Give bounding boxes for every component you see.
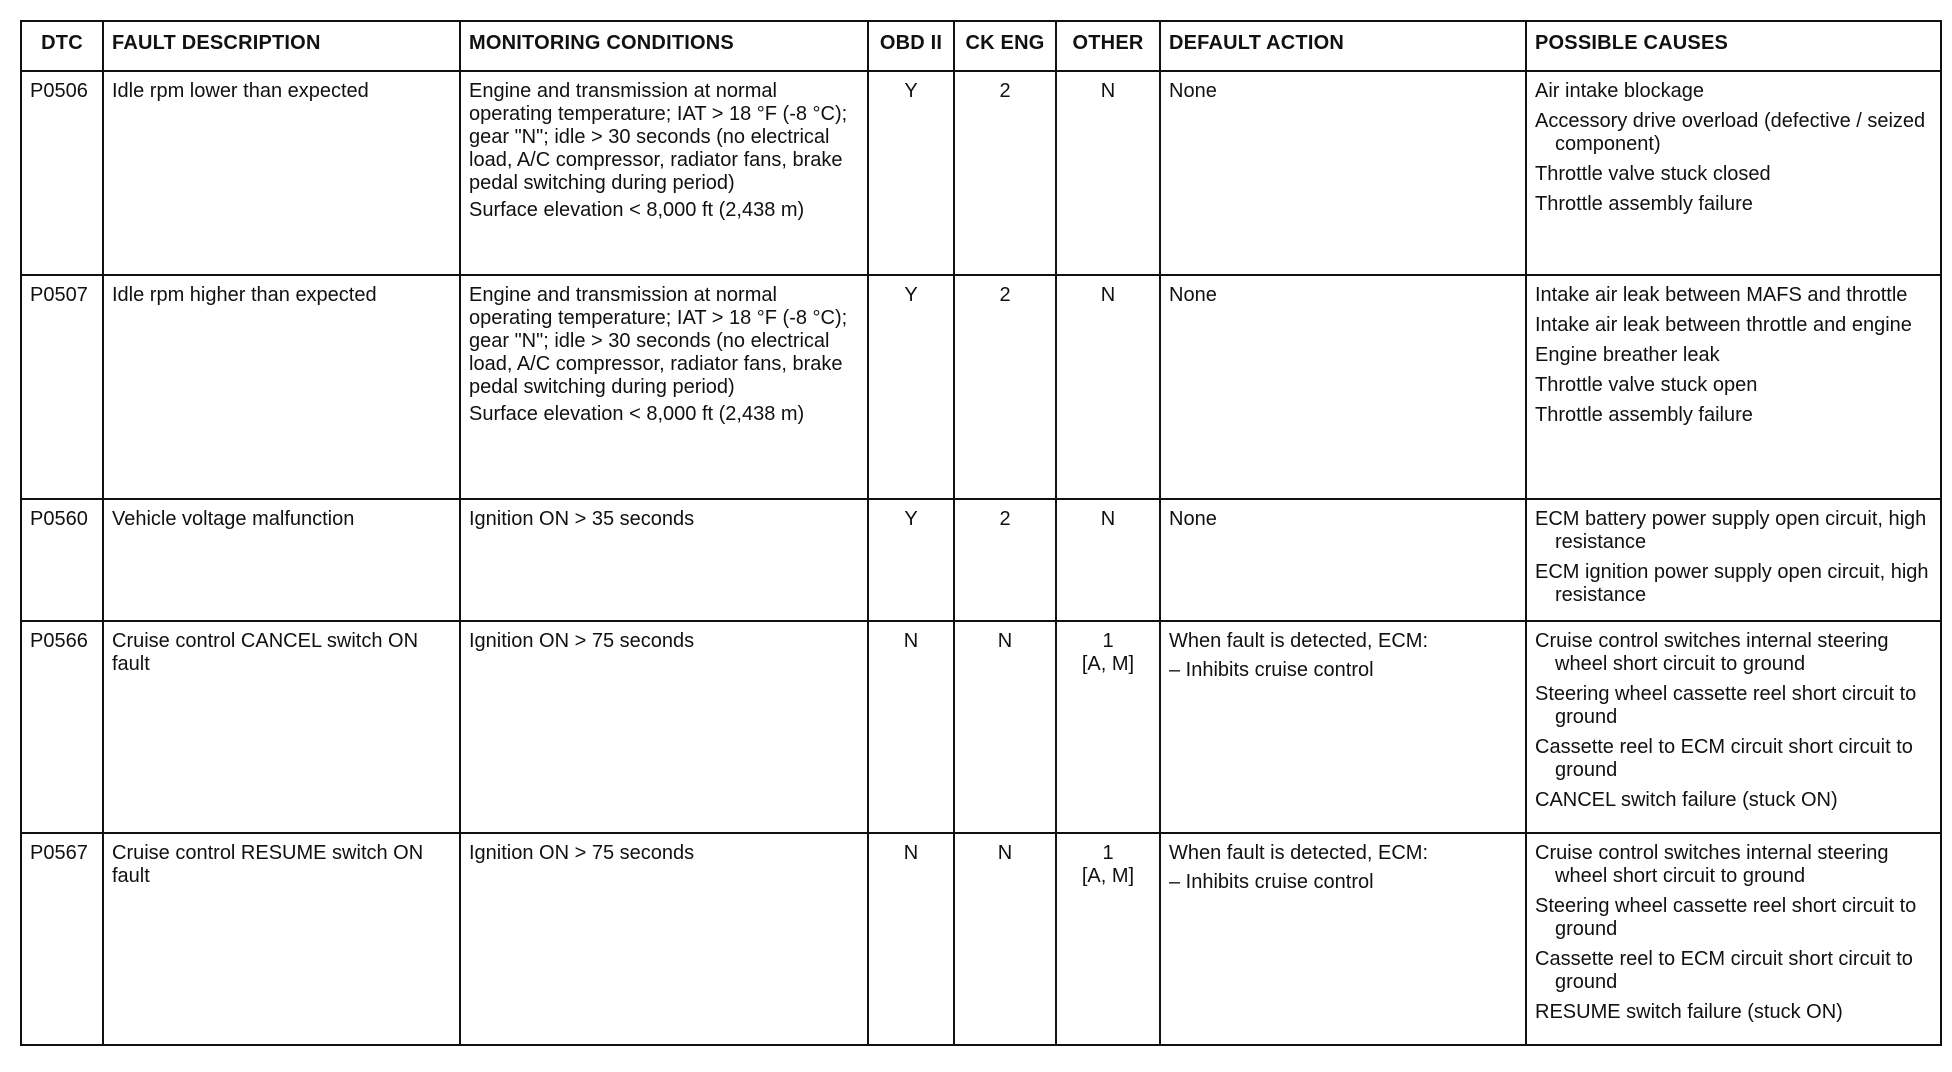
dtc-table-sheet [20,20,1940,1046]
cell-fault-description: Idle rpm lower than expected [103,71,460,275]
header-fault-description: FAULT DESCRIPTION [103,21,460,71]
cell-dtc: P0507 [21,275,103,499]
cell-fault-description: Cruise control RESUME switch ON fault [103,833,460,1045]
other-value: N [1100,80,1116,102]
monitoring-text: Ignition ON > 35 seconds [469,508,695,530]
cell-fault-description: Idle rpm higher than expected [103,275,460,499]
cell-other [1056,621,1160,833]
cell-fault-description: Vehicle voltage malfunction [103,499,460,621]
possible-cause: CANCEL switch failure (stuck ON) [1535,789,1838,811]
possible-cause: Cruise control switches internal steering wheel short circuit to ground [1535,842,1889,887]
header-monitoring-conditions: MONITORING CONDITIONS [460,21,868,71]
monitoring-text: Surface elevation < 8,000 ft (2,438 m) [469,199,805,221]
cell-default-action [1160,71,1526,275]
cell-dtc: P0506 [21,71,103,275]
possible-cause: Throttle assembly failure [1535,404,1753,426]
possible-cause: Throttle valve stuck closed [1535,163,1771,185]
cell-other [1056,833,1160,1045]
header-default-action: DEFAULT ACTION [1160,21,1526,71]
cell-dtc: P0560 [21,499,103,621]
possible-cause: Steering wheel cassette reel short circuit to ground [1535,895,1917,940]
possible-cause: Steering wheel cassette reel short circuit to ground [1535,683,1917,728]
cell-default-action [1160,621,1526,833]
cell-ck-eng: 2 [954,499,1056,621]
cell-other [1056,71,1160,275]
other-sub-value: [A, M] [1081,653,1135,675]
cell-other [1056,275,1160,499]
cell-obd-ii: Y [868,499,954,621]
possible-cause: Engine breather leak [1535,344,1720,366]
header-obd-ii: OBD II [868,21,954,71]
cell-default-action [1160,833,1526,1045]
possible-cause: ECM ignition power supply open circuit, high resistance [1535,561,1929,606]
possible-cause: Intake air leak between MAFS and throttle [1535,284,1908,306]
table-row [21,71,1941,275]
cell-possible-causes [1526,71,1941,275]
header-possible-causes: POSSIBLE CAUSES [1526,21,1941,71]
table-row [21,275,1941,499]
cell-ck-eng: 2 [954,71,1056,275]
cell-possible-causes [1526,621,1941,833]
default-action-text: When fault is detected, ECM: [1169,630,1429,652]
table-row [21,499,1941,621]
default-action-text: None [1169,80,1217,102]
table-row [21,833,1941,1045]
default-action-bullet: – Inhibits cruise control [1169,871,1374,893]
other-value: N [1100,284,1116,306]
cell-monitoring-conditions [460,499,868,621]
default-action-text: When fault is detected, ECM: [1169,842,1429,864]
other-value: 1 [1102,630,1114,652]
cell-obd-ii: Y [868,71,954,275]
table-header-row [21,21,1941,71]
cell-possible-causes [1526,499,1941,621]
default-action-bullet: – Inhibits cruise control [1169,659,1374,681]
possible-cause: Intake air leak between throttle and engine [1535,314,1912,336]
cell-default-action [1160,499,1526,621]
cell-monitoring-conditions [460,621,868,833]
possible-cause: RESUME switch failure (stuck ON) [1535,1001,1843,1023]
cell-ck-eng: N [954,833,1056,1045]
possible-cause: Accessory drive overload (defective / seized component) [1535,110,1926,155]
cell-possible-causes [1526,833,1941,1045]
cell-obd-ii: N [868,621,954,833]
possible-cause: Air intake blockage [1535,80,1704,102]
default-action-text: None [1169,284,1217,306]
cell-ck-eng: N [954,621,1056,833]
cell-monitoring-conditions [460,833,868,1045]
other-sub-value: [A, M] [1081,865,1135,887]
cell-fault-description: Cruise control CANCEL switch ON fault [103,621,460,833]
header-dtc: DTC [21,21,103,71]
possible-cause: Cassette reel to ECM circuit short circuit to ground [1535,736,1913,781]
table-row [21,621,1941,833]
possible-cause: Throttle valve stuck open [1535,374,1758,396]
monitoring-text: Engine and transmission at normal operating temperature; IAT > 18 °F (-8 °C); gear "N"; idle > 30 seconds (no electrical load, A/C compressor, radiator fans, brake pedal switching during period) [469,284,848,398]
monitoring-text: Engine and transmission at normal operating temperature; IAT > 18 °F (-8 °C); gear "N"; idle > 30 seconds (no electrical load, A/C compressor, radiator fans, brake pedal switching during period) [469,80,848,194]
possible-cause: Throttle assembly failure [1535,193,1753,215]
cell-obd-ii: N [868,833,954,1045]
cell-possible-causes [1526,275,1941,499]
cell-monitoring-conditions [460,275,868,499]
cell-dtc: P0567 [21,833,103,1045]
cell-default-action [1160,275,1526,499]
cell-other [1056,499,1160,621]
monitoring-text: Ignition ON > 75 seconds [469,842,695,864]
possible-cause: Cruise control switches internal steering wheel short circuit to ground [1535,630,1889,675]
monitoring-text: Ignition ON > 75 seconds [469,630,695,652]
default-action-text: None [1169,508,1217,530]
header-other: OTHER [1056,21,1160,71]
possible-cause: Cassette reel to ECM circuit short circuit to ground [1535,948,1913,993]
dtc-table [20,20,1942,1046]
cell-ck-eng: 2 [954,275,1056,499]
cell-dtc: P0566 [21,621,103,833]
monitoring-text: Surface elevation < 8,000 ft (2,438 m) [469,403,805,425]
header-ck-eng: CK ENG [954,21,1056,71]
other-value: 1 [1102,842,1114,864]
other-value: N [1100,508,1116,530]
cell-monitoring-conditions [460,71,868,275]
possible-cause: ECM battery power supply open circuit, high resistance [1535,508,1927,553]
cell-obd-ii: Y [868,275,954,499]
